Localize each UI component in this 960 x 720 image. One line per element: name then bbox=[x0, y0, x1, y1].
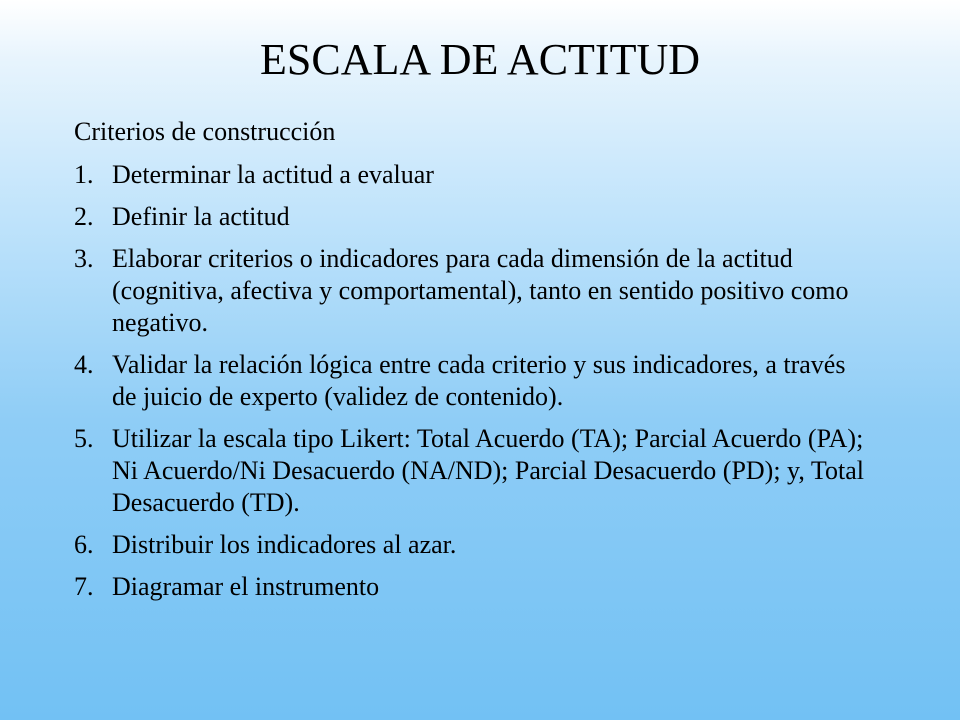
list-item bbox=[74, 423, 874, 519]
list-item bbox=[74, 159, 874, 191]
list-item-text: Determinar la actitud a evaluar bbox=[112, 160, 434, 189]
list-item-number: 1. bbox=[74, 160, 94, 189]
list-item bbox=[74, 529, 874, 561]
list-item-text: Validar la relación lógica entre cada criterio y sus indicadores, a través de juicio de experto (validez de contenido). bbox=[112, 350, 846, 411]
list-item-text: Diagramar el instrumento bbox=[112, 572, 380, 601]
slide-subtitle: Criterios de construcción bbox=[74, 117, 336, 146]
list-item-number: 5. bbox=[74, 424, 94, 453]
list-item-text: Distribuir los indicadores al azar. bbox=[112, 530, 457, 559]
list-item-number: 7. bbox=[74, 572, 94, 601]
list-item bbox=[74, 243, 874, 339]
list-item bbox=[74, 201, 874, 233]
list-item-number: 6. bbox=[74, 530, 94, 559]
list-item-number: 2. bbox=[74, 202, 94, 231]
slide-title: ESCALA DE ACTITUD bbox=[260, 35, 700, 84]
list-item bbox=[74, 571, 874, 603]
list-item-text: Utilizar la escala tipo Likert: Total Acuerdo (TA); Parcial Acuerdo (PA); Ni Acuerdo/Ni Desacuerdo (NA/ND); Parcial Desacuerdo (PD); y, Total Desacuerdo (TD). bbox=[112, 424, 864, 517]
criteria-list bbox=[74, 159, 874, 613]
list-item-text: Definir la actitud bbox=[112, 202, 290, 231]
list-item-number: 4. bbox=[74, 350, 94, 379]
list-item bbox=[74, 349, 874, 413]
list-item-number: 3. bbox=[74, 244, 94, 273]
list-item-text: Elaborar criterios o indicadores para cada dimensión de la actitud (cognitiva, afectiva y comportamental), tanto en sentido positivo como negativo. bbox=[112, 244, 849, 337]
